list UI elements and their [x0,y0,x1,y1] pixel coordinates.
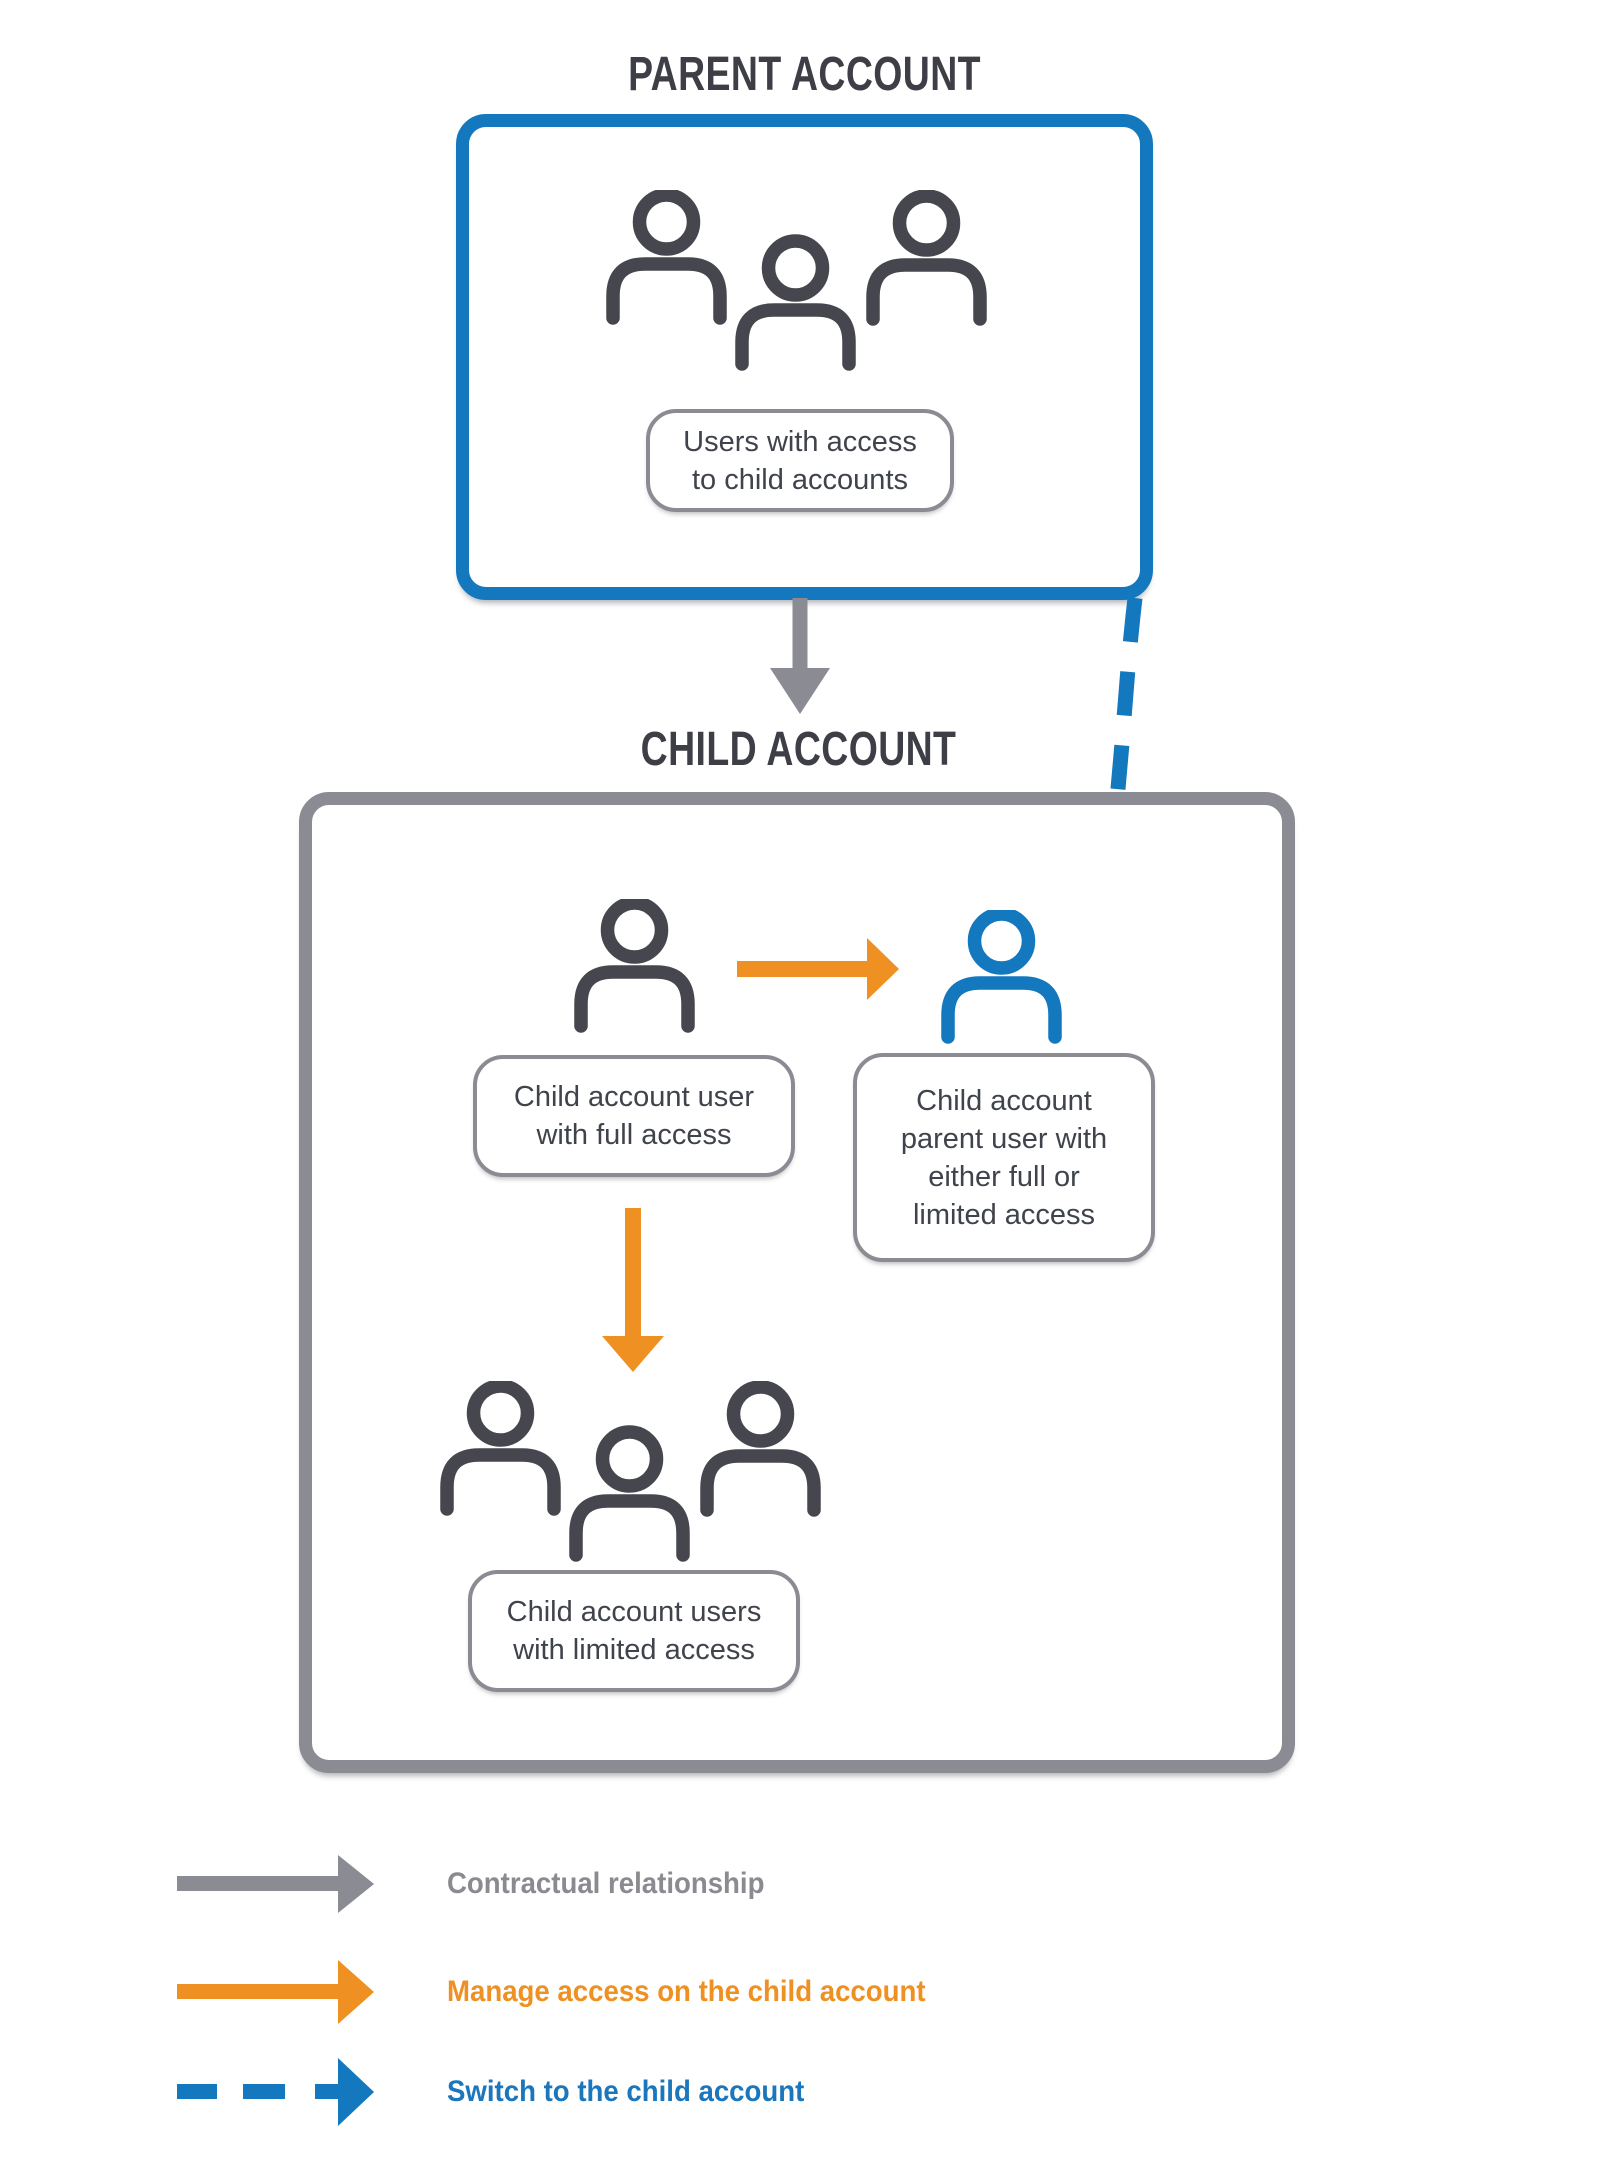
child-parent-user-label: Child account parent user with either full or limited access [853,1053,1155,1262]
manage-access-down-arrow [594,1208,672,1374]
contractual-relationship-arrow [758,598,842,716]
child-parent-user-icon [939,910,1064,1045]
manage-access-right-arrow [737,934,902,1004]
child-full-access-label: Child account user with full access [473,1055,795,1177]
legend-orange-arrow-icon [170,1952,380,2032]
legend-switch-account-label: Switch to the child account [447,2075,805,2108]
parent-account-title: PARENT ACCOUNT [628,48,981,101]
legend-manage-access-label: Manage access on the child account [447,1975,926,2008]
legend-contractual-label: Contractual relationship [447,1867,765,1900]
child-full-access-user-icon [572,899,697,1034]
child-limited-users-group-icon [434,1381,834,1573]
child-limited-users-label: Child account users with limited access [468,1570,800,1692]
child-account-title: CHILD ACCOUNT [640,723,957,776]
legend-gray-arrow-icon [170,1844,380,1924]
legend-dashed-blue-arrow-icon [170,2052,380,2132]
parent-users-label: Users with access to child accounts [646,409,954,512]
parent-users-group-icon [600,190,1000,382]
